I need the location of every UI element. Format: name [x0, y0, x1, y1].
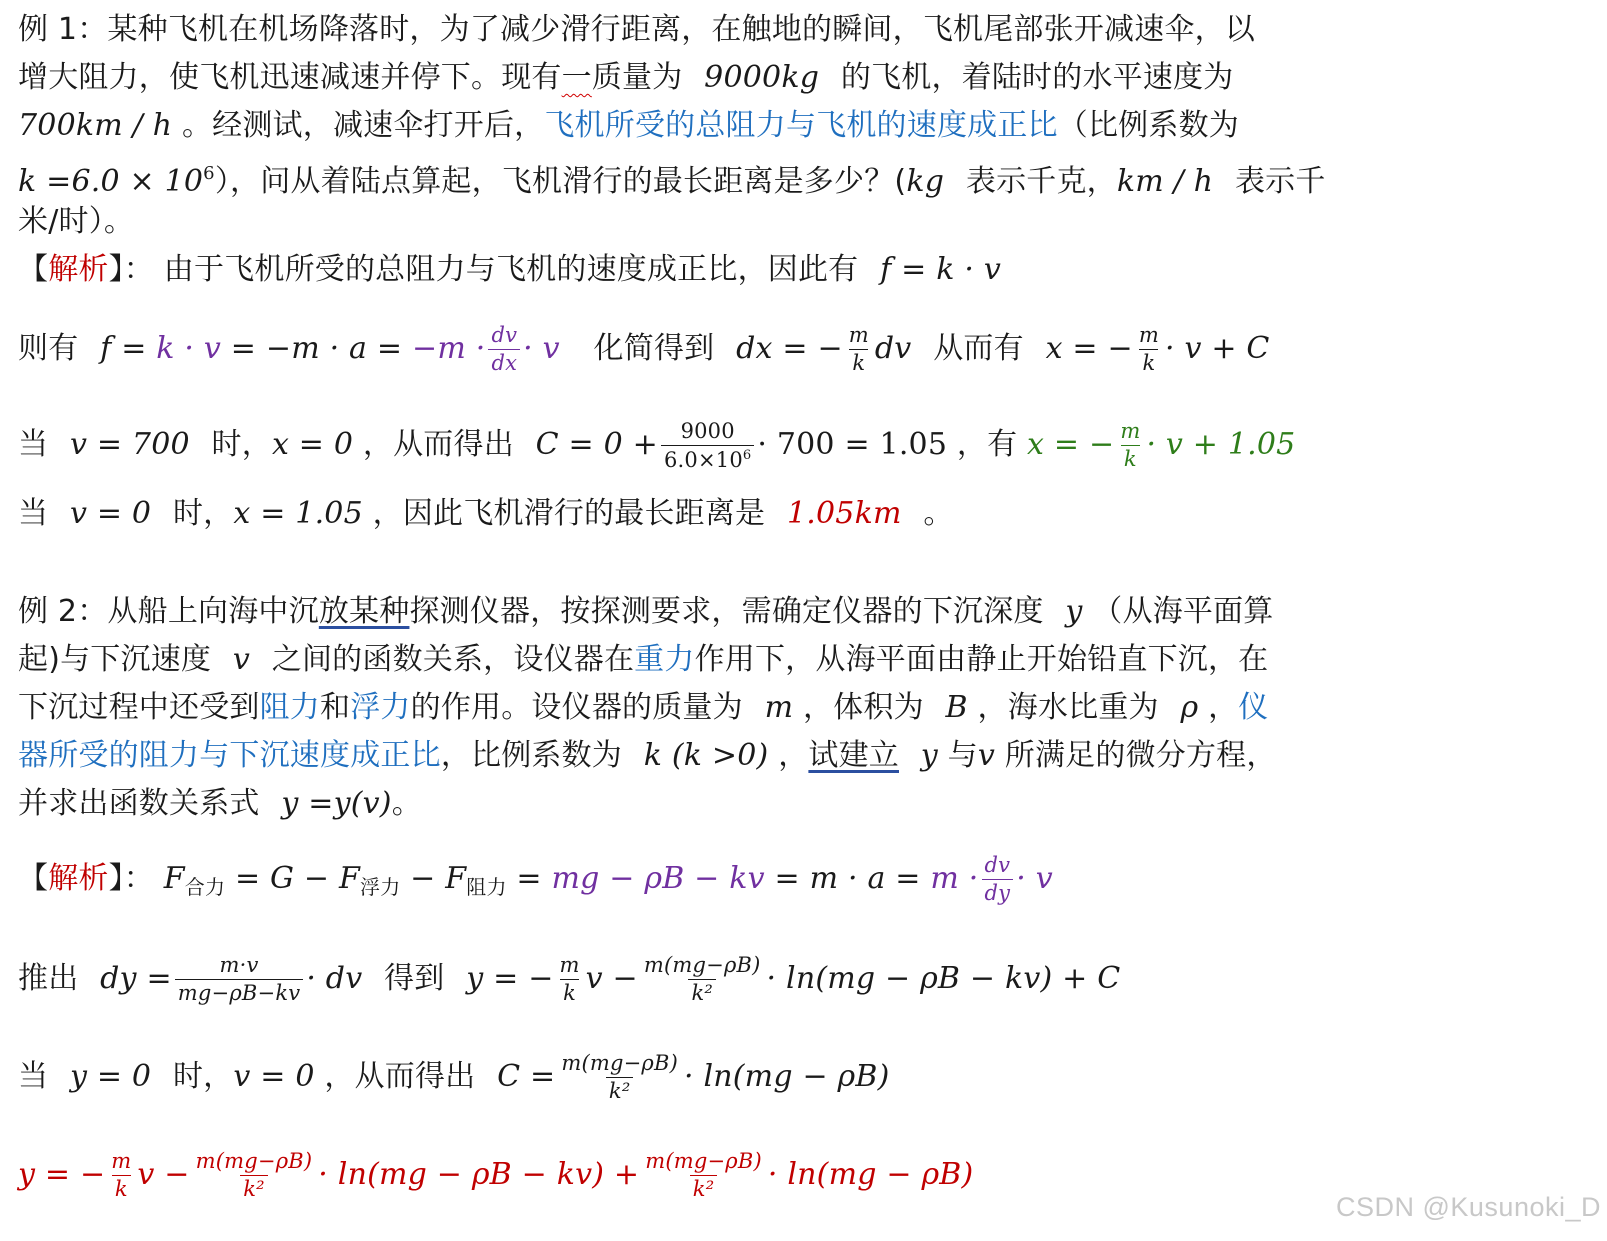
ex1-text: 表示千克， — [965, 164, 1117, 199]
ex1-exponent: 6 — [203, 163, 215, 184]
text: 并求出函数关系式 — [18, 786, 260, 821]
subscript: 合力 — [184, 875, 226, 899]
equation: · 700 = 1.05 — [757, 427, 948, 462]
equation: v = 0 — [233, 1059, 315, 1094]
variable: B — [945, 690, 968, 725]
equation: y =y(v) — [281, 786, 392, 821]
fraction: $\frac{m}{k}$ — [559, 953, 580, 1005]
highlight: 重力 — [634, 642, 695, 677]
equation: · v + C — [1164, 331, 1270, 366]
equation: · ln(mg − ρB) — [683, 1059, 890, 1094]
variable: v — [977, 738, 996, 773]
solution-text: 由于飞机所受的总阻力与飞机的速度成正比，因此有 — [163, 252, 859, 287]
equation: y = − — [18, 1157, 106, 1192]
subscript: 阻力 — [466, 875, 507, 899]
text: ，比例系数为 — [440, 738, 623, 773]
subscript: 浮力 — [360, 875, 401, 899]
text: 。 — [391, 786, 422, 821]
highlight: 阻力 — [259, 690, 321, 725]
ex1-kg: kg — [906, 164, 945, 199]
solution-label: 解析 — [48, 252, 109, 287]
ex1-text-marked: 一 — [561, 60, 592, 95]
text: 探测仪器，按探测要求，需确定仪器的下沉深度 — [409, 594, 1044, 629]
ex2-solution-heading — [18, 852, 1053, 914]
text: ，有 — [956, 427, 1018, 462]
equation: C = 0 + — [535, 427, 658, 462]
ex1-kmh: km / h — [1116, 164, 1214, 199]
ex1-line-4 — [18, 154, 1326, 202]
ex1-text: 增大阻力，使飞机迅速减速并停下。现有 — [18, 60, 562, 95]
ex2-derivation-2 — [18, 1048, 890, 1106]
ex1-line-1 — [18, 10, 1255, 50]
equation: · ln(mg − ρB − kv) + C — [766, 961, 1121, 996]
highlight: 器所受的阻力与下沉速度成正比 — [18, 738, 441, 773]
variable: v — [232, 642, 251, 677]
equation-highlight: · v — [523, 331, 560, 366]
variable: k (k >0) — [643, 738, 769, 773]
variable: ρ — [1180, 690, 1199, 725]
ex2-line-5 — [18, 784, 422, 824]
ex1-text: ），问从着陆点算起，飞机滑行的最长距离是多少？( — [214, 164, 907, 199]
bracket-open: 【 — [18, 861, 49, 896]
equation: = m · a = — [774, 861, 921, 896]
equation: v = 700 — [69, 427, 190, 462]
ex1-text: 质量为 — [591, 60, 683, 95]
text: ， — [1208, 690, 1239, 725]
ex2-line-3 — [18, 688, 1269, 728]
equation: x = 0 — [271, 427, 354, 462]
equation: f = — [100, 331, 147, 366]
ex1-highlight: 飞机所受的总阻力与飞机的速度成正比 — [544, 108, 1058, 143]
ex1-text: 例 1：某种飞机在机场降落时，为了减少滑行距离，在触地的瞬间，飞机尾部张开减速伞，以 — [18, 12, 1256, 47]
equation: F — [163, 861, 185, 896]
text: 与 — [947, 738, 978, 773]
ex2-final-answer — [18, 1146, 973, 1204]
equation: v = 0 — [69, 496, 152, 531]
bracket-open: 【 — [18, 252, 49, 287]
equation: = — [516, 861, 542, 896]
equation-highlight: x = − — [1027, 427, 1115, 462]
equation: v − — [585, 961, 638, 996]
equation: · ln(mg − ρB − kv) + — [318, 1157, 640, 1192]
text: 之间的函数关系，设仪器在 — [271, 642, 635, 677]
text: 时， — [172, 496, 234, 531]
text: 下沉过程中还受到 — [18, 690, 260, 725]
variable: m — [764, 690, 794, 725]
text: 作用下，从海平面由静止开始铅直下沉，在 — [694, 642, 1269, 677]
fraction: $\frac{m}{k}$ — [111, 1149, 132, 1201]
text: ，因此飞机滑行的最长距离是 — [372, 496, 766, 531]
text: 化简得到 — [593, 331, 715, 366]
equation: = G − F — [234, 861, 360, 896]
text: （从海平面算 — [1092, 594, 1274, 629]
text: 当 — [18, 1059, 49, 1094]
variable: y — [920, 738, 938, 773]
ex1-derivation-1 — [18, 322, 1270, 376]
text: 当 — [18, 496, 49, 531]
text: ，从而得出 — [324, 1059, 476, 1094]
solution-label: 解析 — [48, 861, 109, 896]
text: ，海水比重为 — [977, 690, 1159, 725]
equation: x = 1.05 — [233, 496, 363, 531]
fraction: $\frac{m}{k}$ — [1138, 323, 1159, 375]
text: 起)与下沉速度 — [18, 642, 212, 677]
text: 例 2：从船上向海中沉 — [18, 594, 319, 629]
equation: dx = − — [736, 331, 843, 366]
text: 。 — [923, 496, 954, 531]
ex1-text: （比例系数为 — [1057, 108, 1239, 143]
ex1-line-5 — [18, 202, 134, 242]
underlined-text: 放某种 — [318, 594, 410, 629]
fraction: $\frac{m\cdot v}{mg-\rho B-kv}$ — [175, 955, 304, 1004]
ex1-text: 米/时）。 — [18, 204, 135, 239]
text: 则有 — [18, 331, 79, 366]
fraction: $\frac{m}{k}$ — [1120, 419, 1141, 471]
equation: · ln(mg − ρB) — [767, 1157, 974, 1192]
text: 时， — [211, 427, 272, 462]
equation-highlight: k · v — [156, 331, 222, 366]
equation: x = − — [1045, 331, 1133, 366]
text: ，从而得出 — [362, 427, 514, 462]
equation: y = 0 — [69, 1059, 152, 1094]
ex2-line-4 — [18, 736, 1277, 776]
text: 的作用。设仪器的质量为 — [410, 690, 743, 725]
fraction: $\frac{m}{k}$ — [848, 323, 869, 375]
text: ，体积为 — [802, 690, 924, 725]
text: 时， — [172, 1059, 234, 1094]
text: ， — [778, 738, 809, 773]
fraction: $\frac{m(mg-\rho B)}{\text{k²}}$ — [645, 1149, 762, 1201]
equation: y = − — [466, 961, 554, 996]
equation: f = k · v — [880, 252, 1001, 287]
ex1-mass: 9000kg — [704, 60, 820, 95]
equation-highlight: mg − ρB − kv — [551, 861, 765, 896]
equation: v − — [137, 1157, 190, 1192]
ex1-k-value: k =6.0 × 10 — [18, 164, 204, 199]
text: 从而有 — [933, 331, 1024, 366]
bracket-close: 】： — [108, 861, 155, 896]
ex1-solution-heading — [18, 250, 1001, 290]
ex2-derivation-1 — [18, 950, 1120, 1008]
ex1-conclusion — [18, 494, 954, 534]
ex1-text: 。经测试，减速伞打开后， — [181, 108, 545, 143]
equation: dv — [874, 331, 912, 366]
equation-highlight: m · — [930, 861, 979, 896]
equation-highlight: · v — [1016, 861, 1053, 896]
highlight: 仪 — [1238, 690, 1269, 725]
bracket-close: 】： — [108, 252, 155, 287]
text: 推出 — [18, 961, 79, 996]
ex1-line-3 — [18, 106, 1239, 146]
equation: − F — [410, 861, 467, 896]
ex1-text: 的飞机，着陆时的水平速度为 — [840, 60, 1234, 95]
watermark: CSDN @Kusunoki_D — [1335, 1192, 1601, 1222]
ex2-line-2 — [18, 640, 1268, 680]
ex1-derivation-2 — [18, 418, 1295, 472]
underlined-text: 试建立 — [808, 738, 899, 773]
fraction: $\frac{m(mg-\rho B)}{\text{k²}}$ — [195, 1149, 313, 1201]
text: 得到 — [384, 961, 445, 996]
ex2-line-1 — [18, 592, 1274, 632]
equation-highlight: −m · — [411, 331, 486, 366]
fraction: $\frac{m(mg-\rho B)}{\text{k²}}$ — [561, 1051, 678, 1103]
ex1-text: 表示千 — [1234, 164, 1326, 199]
answer: 1.05km — [787, 496, 902, 531]
equation: dy = — [100, 961, 172, 996]
equation: · dv — [306, 961, 363, 996]
ex1-line-2 — [18, 58, 1233, 98]
fraction: $\frac{dv}{dy}$ — [982, 855, 1014, 904]
ex1-speed: 700km / h — [18, 108, 173, 143]
equation: C = — [497, 1059, 556, 1094]
fraction: $\frac{9000}{6.0\times 10^6}$ — [661, 421, 754, 471]
equation: = −m · a = — [230, 331, 403, 366]
text: 和 — [320, 690, 351, 725]
text: 所满足的微分方程， — [1004, 738, 1277, 773]
variable: y — [1065, 594, 1083, 629]
text: 当 — [18, 427, 49, 462]
fraction: $\frac{m(mg-\rho B)}{\text{k²}}$ — [643, 953, 761, 1005]
equation-highlight: · v + 1.05 — [1146, 427, 1296, 462]
highlight: 浮力 — [350, 690, 411, 725]
fraction: $\frac{dv}{dx}$ — [488, 325, 520, 374]
